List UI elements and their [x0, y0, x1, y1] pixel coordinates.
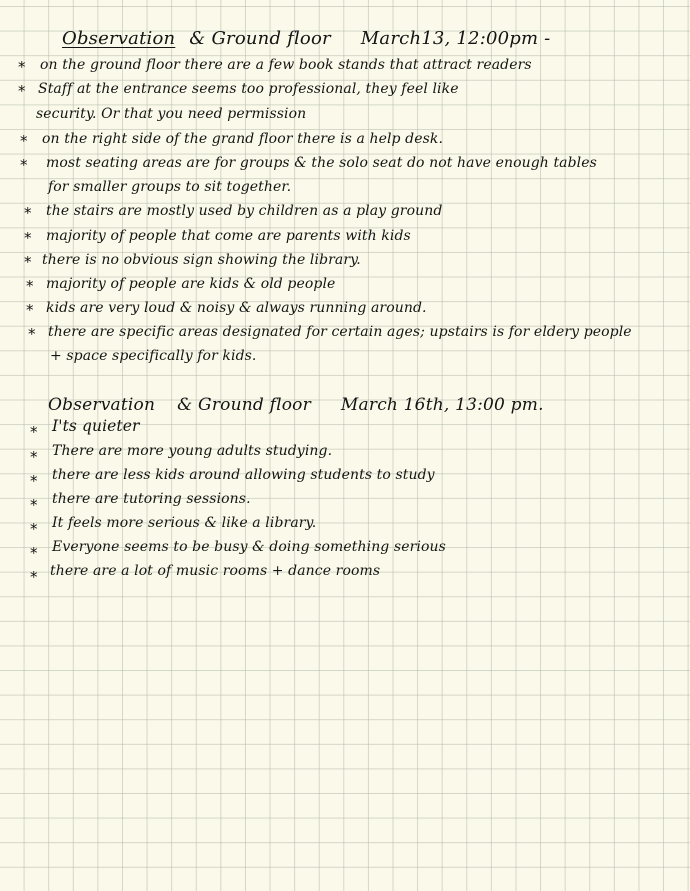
section2-item-2-line-1: There are more young adults studying. [52, 443, 333, 459]
section1-item-6-line-1: majority of people that come are parents with kids [46, 228, 411, 244]
section1-heading [62, 28, 550, 49]
bullet-star-icon: * [20, 156, 28, 174]
bullet-star-icon: * [24, 253, 32, 271]
section2-heading-label: Observation [48, 395, 156, 415]
section1-item-3-line-1: on the right side of the grand floor there is a help desk. [42, 131, 444, 147]
section1-item-4-line-2: for smaller groups to sit together. [48, 179, 292, 195]
section1-heading-label: Observation [62, 28, 176, 49]
section1-item-10-line-2: + space specifically for kids. [50, 348, 257, 364]
section2-item-5-line-1: It feels more serious & like a library. [52, 515, 317, 531]
section1-item-2-line-2: security. Or that you need permission [36, 106, 307, 122]
section1-item-9-line-1: kids are very loud & noisy & always running around. [46, 300, 427, 316]
bullet-star-icon: * [18, 58, 26, 76]
bullet-star-icon: * [30, 568, 38, 586]
section1-item-2-line-1: Staff at the entrance seems too professional, they feel like [38, 81, 459, 97]
section2-item-7-line-1: there are a lot of music rooms + dance rooms [50, 563, 381, 579]
section2-item-4-line-1: there are tutoring sessions. [52, 491, 251, 507]
bullet-star-icon: * [20, 132, 28, 150]
section1-item-1-line-1: on the ground floor there are a few book stands that attract readers [40, 57, 532, 73]
section1-item-7-line-1: there is no obvious sign showing the library. [42, 252, 361, 268]
section1-heading-place: & Ground floor [189, 28, 331, 49]
bullet-star-icon: * [30, 520, 38, 538]
section2-heading [48, 395, 544, 415]
bullet-star-icon: * [30, 544, 38, 562]
bullet-star-icon: * [30, 423, 38, 441]
section1-item-5-line-1: the stairs are mostly used by children as a play ground [46, 203, 443, 219]
section1-item-4-line-1: most seating areas are for groups & the solo seat do not have enough tables [46, 155, 597, 171]
bullet-star-icon: * [24, 204, 32, 222]
section2-item-1-line-1: I'ts quieter [52, 417, 140, 435]
bullet-star-icon: * [30, 496, 38, 514]
bullet-star-icon: * [30, 448, 38, 466]
section1-item-10-line-1: there are specific areas designated for certain ages; upstairs is for eldery people [48, 324, 632, 340]
section2-item-3-line-1: there are less kids around allowing students to study [52, 467, 435, 483]
bullet-star-icon: * [26, 277, 34, 295]
section1-heading-date: March13, 12:00pm - [360, 28, 551, 49]
bullet-star-icon: * [30, 472, 38, 490]
section2-heading-place: & Ground floor [177, 395, 311, 415]
section2-item-6-line-1: Everyone seems to be busy & doing something serious [52, 539, 446, 555]
bullet-star-icon: * [24, 229, 32, 247]
bullet-star-icon: * [26, 301, 34, 319]
section2-heading-date: March 16th, 13:00 pm. [340, 395, 544, 415]
section1-item-8-line-1: majority of people are kids & old people [46, 276, 336, 292]
bullet-star-icon: * [28, 325, 36, 343]
bullet-star-icon: * [18, 82, 26, 100]
